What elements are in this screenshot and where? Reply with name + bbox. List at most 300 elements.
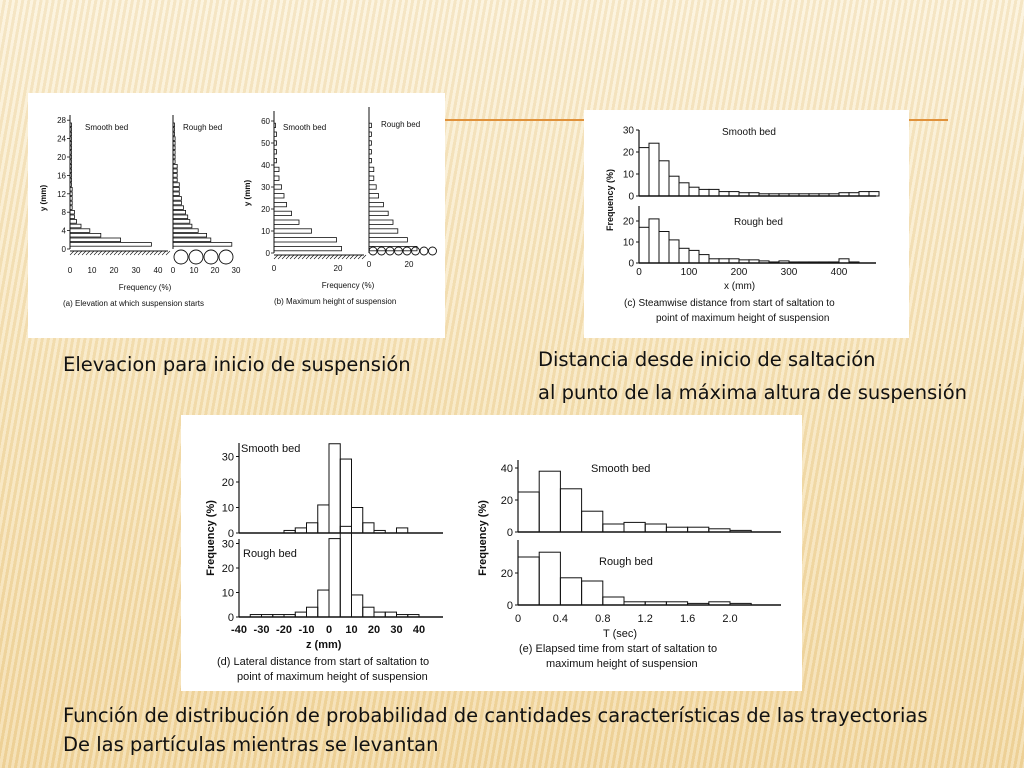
chart-d-caption-line1: (d) Lateral distance from start of saltation to	[217, 656, 430, 668]
chart-b-smooth-bar-7	[274, 185, 282, 189]
chart-a-rough-bar-6	[173, 215, 188, 219]
chart-a-smooth-hatch	[106, 251, 110, 255]
lateral-time-figure-svg	[181, 415, 802, 691]
chart-c-smooth-bar-6	[699, 189, 709, 196]
chart-a-smooth-bar-6	[70, 215, 74, 219]
chart-c-axes	[623, 126, 876, 270]
chart-a-rough-bar-3	[173, 229, 198, 233]
chart-b-rough-grain	[420, 247, 428, 255]
chart-a-rough-grain	[174, 250, 188, 264]
chart-a-rough-bar-10	[173, 197, 181, 201]
chart-d-rough-bar-9	[340, 526, 351, 617]
chart-b-rough-grain	[429, 247, 437, 255]
caption-function-line2: De las partículas mientras se levantan	[63, 733, 439, 756]
chart-c-smooth-ytick-label: 10	[622, 169, 634, 181]
chart-b-ytick-label: 30	[261, 183, 270, 192]
chart-a-smooth-bar-22	[70, 141, 72, 145]
chart-b-smooth-hatch	[298, 255, 302, 259]
chart-d-smooth-bar-12	[374, 530, 385, 533]
chart-e-smooth-bar-1	[539, 471, 560, 532]
chart-c-label-rough: Rough bed	[734, 217, 783, 228]
chart-b-rough-bar-1	[369, 238, 407, 242]
chart-d	[205, 443, 443, 683]
chart-e-smooth-ytick-label: 0	[506, 526, 513, 539]
chart-b-smooth-bar-5	[274, 202, 287, 206]
chart-d-smooth-bar-5	[295, 528, 306, 533]
chart-b-smooth-bar-1	[274, 238, 337, 242]
chart-c-smooth-ytick-label: 30	[622, 125, 634, 137]
chart-e-rough-bar-1	[539, 552, 560, 605]
chart-a-rough-bar-18	[173, 160, 175, 164]
chart-b-smooth-hatch	[362, 255, 366, 259]
chart-a-smooth-bar-7	[70, 210, 74, 214]
chart-a-smooth-bar-5	[70, 220, 77, 224]
chart-c-smooth-ytick-label: 0	[628, 191, 634, 203]
chart-c-smooth-bar-4	[679, 183, 689, 196]
chart-d-smooth-bars	[284, 444, 408, 533]
chart-e-smooth-bar-7	[666, 527, 687, 532]
chart-a-smooth-hatch	[110, 251, 114, 255]
chart-b-smooth-hatch	[302, 255, 306, 259]
chart-c-smooth-bar-18	[819, 194, 829, 196]
chart-b-smooth-hatch	[346, 255, 350, 259]
chart-a-smooth-hatch	[86, 251, 90, 255]
chart-d-rough-bar-13	[385, 612, 396, 617]
chart-e-rough-bar-9	[709, 602, 730, 605]
distance-figure-svg	[584, 110, 909, 338]
chart-a-rough-bar-25	[173, 128, 175, 132]
chart-a-smooth-hatch	[78, 251, 82, 255]
chart-a-rough-bar-19	[173, 155, 175, 159]
chart-a-smooth-bar-3	[70, 229, 90, 233]
chart-b-smooth-hatch	[326, 255, 330, 259]
chart-a-smooth-bar-26	[70, 123, 72, 127]
chart-e-rough-bar-2	[560, 578, 581, 605]
chart-b-smooth-hatch	[306, 255, 310, 259]
chart-d-smooth-bar-11	[363, 523, 374, 533]
chart-a-rough-xtick-label: 20	[210, 266, 220, 275]
chart-a-smooth-xtick-label: 20	[109, 266, 119, 275]
chart-b-rough-bar-11	[369, 150, 371, 154]
chart-a-smooth-hatch	[126, 251, 130, 255]
chart-c-smooth-bar-17	[809, 194, 819, 196]
chart-b-ytick-label: 10	[261, 227, 270, 236]
chart-e-xtick-label: 1.6	[679, 613, 696, 625]
chart-e-rough-ytick-label: 20	[500, 567, 513, 580]
chart-d-label-rough: Rough bed	[243, 548, 297, 560]
chart-c-smooth-bar-12	[759, 194, 769, 196]
chart-a-rough-xtick-label: 30	[231, 266, 241, 275]
chart-a-ylabel: y (mm)	[39, 184, 48, 212]
chart-e-xtick-label: 0.8	[595, 613, 611, 625]
chart-a-xlabel: Frequency (%)	[118, 283, 172, 292]
chart-d-rough-bar-15	[408, 615, 419, 617]
chart-a-smooth-xtick-label: 0	[67, 266, 73, 275]
caption-elevation: Elevacion para inicio de suspensión	[63, 353, 411, 376]
chart-e-smooth-bar-2	[560, 489, 581, 532]
chart-a-smooth-bar-2	[70, 233, 101, 237]
chart-d-smooth-bar-9	[340, 459, 351, 533]
chart-d-label-smooth: Smooth bed	[241, 443, 301, 455]
chart-a	[39, 115, 241, 308]
chart-a-rough-bar-2	[173, 233, 207, 237]
chart-d-rough-bar-8	[329, 539, 340, 617]
chart-a-smooth-bar-15	[70, 174, 72, 178]
chart-a-smooth-bar-1	[70, 238, 121, 242]
chart-a-smooth-xtick-label: 10	[87, 266, 97, 275]
chart-a-rough-bar-5	[173, 220, 190, 224]
chart-a-smooth-hatch	[102, 251, 106, 255]
chart-a-caption: (a) Elevation at which suspension starts	[63, 299, 204, 308]
chart-a-rough-bar-23	[173, 137, 175, 141]
chart-c-smooth-bar-13	[769, 194, 779, 196]
chart-b-smooth-bar-2	[274, 229, 312, 233]
chart-d-xlabel: z (mm)	[306, 639, 342, 651]
chart-d-smooth-bar-14	[397, 528, 408, 533]
chart-e-smooth-bars	[518, 471, 751, 532]
chart-a-smooth-bar-23	[70, 137, 72, 141]
chart-d-smooth-ytick-label: 10	[221, 502, 234, 515]
chart-a-smooth-hatch	[150, 251, 154, 255]
chart-b-smooth-bar-12	[274, 141, 277, 145]
chart-d-rough-bar-4	[284, 615, 295, 617]
chart-a-ytick-label: 8	[61, 208, 66, 218]
chart-c-rough-bar-2	[659, 232, 669, 264]
chart-c-caption-line1: (c) Steamwise distance from start of saltation to	[624, 298, 835, 309]
chart-d-smooth-ytick-label: 20	[221, 476, 234, 489]
chart-b-ytick-label: 60	[261, 117, 270, 126]
chart-e-xtick-label: 0	[514, 613, 522, 625]
chart-e-axes	[501, 460, 781, 612]
chart-d-smooth-bar-7	[318, 505, 329, 533]
chart-e-label-smooth: Smooth bed	[591, 463, 651, 475]
chart-a-smooth-xtick-label: 30	[131, 266, 141, 275]
chart-e-smooth-bar-10	[730, 530, 751, 532]
chart-a-rough-xtick-label: 10	[189, 266, 199, 275]
chart-a-smooth-bar-20	[70, 151, 72, 155]
chart-c-smooth-bars	[639, 143, 879, 196]
chart-a-smooth-bar-17	[70, 164, 72, 168]
chart-a-rough-bar-14	[173, 178, 177, 182]
chart-a-ytick-label: 4	[61, 226, 66, 236]
chart-a-rough-grain	[219, 250, 233, 264]
chart-a-rough-bar-17	[173, 164, 177, 168]
chart-a-ytick-label: 24	[57, 134, 66, 144]
figure-panel-elevation	[28, 93, 445, 338]
chart-b-smooth-hatch	[334, 255, 338, 259]
chart-a-smooth-bar-11	[70, 192, 72, 196]
chart-c-rough-bar-5	[689, 250, 699, 263]
caption-distance-line2: al punto de la máxima altura de suspensión	[538, 381, 968, 404]
chart-a-smooth-bar-21	[70, 146, 72, 150]
chart-d-rough-bars	[250, 526, 419, 617]
chart-a-smooth-bars	[70, 123, 151, 246]
chart-a-rough-bar-7	[173, 210, 186, 214]
chart-e-xtick-label: 0.4	[552, 613, 569, 625]
chart-e-xtick-label: 1.2	[637, 613, 653, 625]
elevation-figure-svg	[28, 93, 445, 338]
chart-e-rough-ytick-label: 0	[506, 599, 513, 612]
chart-e-smooth-bar-8	[688, 527, 709, 532]
chart-d-xtick-label: 30	[390, 624, 403, 636]
chart-c-xtick-label: 200	[730, 267, 748, 278]
chart-c-smooth-bar-2	[659, 161, 669, 196]
chart-a-ytick-label: 0	[61, 245, 66, 254]
chart-e-caption-line2: maximum height of suspension	[546, 658, 698, 670]
chart-a-smooth-bar-14	[70, 178, 72, 182]
chart-d-smooth-bar-6	[307, 523, 318, 533]
chart-b-rough-bar-14	[369, 123, 371, 127]
chart-e-rough-bar-8	[688, 603, 709, 605]
chart-a-rough-bar-12	[173, 187, 179, 191]
caption-distance-line1: Distancia desde inicio de saltación	[538, 348, 876, 371]
chart-b-smooth-hatch	[286, 255, 290, 259]
chart-b-smooth-xtick-label: 20	[333, 264, 343, 273]
chart-b-label-rough: Rough bed	[381, 120, 421, 129]
chart-d-rough-ytick-label: 30	[221, 538, 234, 551]
accent-line-left	[445, 119, 587, 121]
chart-a-rough-bar-11	[173, 192, 179, 196]
chart-b-smooth-hatch	[330, 255, 334, 259]
chart-a-rough-bar-15	[173, 174, 177, 178]
chart-b-smooth-bar-13	[274, 132, 277, 136]
chart-c-rough-bar-1	[649, 219, 659, 263]
chart-c-rough-bar-3	[669, 240, 679, 263]
chart-c-rough-ytick-label: 10	[622, 237, 634, 249]
chart-b-smooth-hatch	[322, 255, 326, 259]
chart-c-xtick-label: 0	[636, 267, 642, 278]
chart-d-rough-ytick-label: 10	[221, 587, 234, 600]
chart-b-smooth-bar-8	[274, 176, 279, 180]
chart-e-smooth-bar-3	[582, 511, 603, 532]
chart-a-rough-bar-26	[173, 123, 175, 127]
chart-d-caption-line2: point of maximum height of suspension	[237, 671, 428, 683]
chart-b-smooth-hatch	[274, 255, 278, 259]
chart-a-smooth-hatch	[74, 251, 78, 255]
chart-a-rough-bar-4	[173, 224, 192, 228]
chart-a-rough-bar-8	[173, 206, 184, 210]
chart-c-xtick-label: 100	[680, 267, 698, 278]
chart-e-rough-bar-5	[624, 602, 645, 605]
chart-b-smooth-bar-11	[274, 150, 277, 154]
chart-d-xtick-label: -30	[253, 624, 270, 636]
chart-c-smooth-bar-3	[669, 176, 679, 196]
chart-a-smooth-hatch	[154, 251, 158, 255]
chart-b-smooth-hatch	[318, 255, 322, 259]
chart-b-smooth-bar-10	[274, 158, 277, 162]
chart-b-rough-xtick-label: 20	[404, 260, 414, 269]
chart-b-rough-bar-6	[369, 194, 379, 198]
chart-a-rough-xtick-label: 0	[170, 266, 176, 275]
chart-d-xtick-label: -10	[298, 624, 315, 636]
chart-d-rough-bar-5	[295, 612, 306, 617]
chart-d-rough-bar-1	[250, 615, 261, 617]
chart-a-ytick-label: 12	[57, 189, 66, 199]
chart-e-rough-bar-3	[582, 581, 603, 605]
chart-e-smooth-ytick-label: 20	[500, 494, 513, 507]
chart-c-rough-bar-6	[699, 255, 709, 263]
chart-d-xtick-label: 0	[325, 624, 333, 636]
chart-a-rough-bar-22	[173, 141, 175, 145]
chart-c-smooth-bar-20	[839, 193, 849, 196]
chart-d-xtick-label: 40	[412, 624, 426, 636]
chart-b-smooth-bar-9	[274, 167, 279, 171]
chart-b-rough-bar-5	[369, 202, 383, 206]
chart-c-xtick-label: 400	[830, 267, 848, 278]
chart-a-smooth-hatch	[162, 251, 166, 255]
chart-d-smooth-bar-10	[352, 508, 363, 534]
chart-a-smooth-bar-25	[70, 128, 72, 132]
chart-a-ytick-label: 16	[57, 171, 66, 181]
chart-a-smooth-hatch	[138, 251, 142, 255]
chart-a-smooth-hatch	[90, 251, 94, 255]
chart-b-smooth-hatch	[310, 255, 314, 259]
chart-a-smooth-bar-16	[70, 169, 72, 173]
chart-c-smooth-bar-10	[739, 193, 749, 196]
chart-d-rough-bar-3	[273, 615, 284, 617]
chart-e-xlabel: T (sec)	[603, 628, 638, 640]
chart-a-x-ticks	[68, 266, 241, 275]
chart-d-xtick-label: -40	[231, 624, 247, 636]
chart-b-rough-bar-8	[369, 176, 374, 180]
chart-e-smooth-bar-5	[624, 522, 645, 532]
chart-a-smooth-hatch	[146, 251, 150, 255]
chart-b	[243, 107, 437, 306]
chart-b-rough-bar-7	[369, 185, 376, 189]
chart-a-smooth-bar-10	[70, 197, 72, 201]
chart-a-rough-bar-24	[173, 132, 175, 136]
chart-e-ylabel: Frequency (%)	[477, 500, 489, 576]
chart-b-smooth-hatch	[350, 255, 354, 259]
chart-b-rough-bar-13	[369, 132, 371, 136]
chart-d-rough-ytick-label: 20	[221, 562, 234, 575]
chart-c-rough-bar-4	[679, 248, 689, 263]
chart-b-rough-bar-3	[369, 220, 393, 224]
chart-c-label-smooth: Smooth bed	[722, 127, 776, 138]
chart-a-smooth-xtick-label: 40	[153, 266, 163, 275]
chart-b-smooth-hatch	[314, 255, 318, 259]
chart-a-rough-bar-20	[173, 151, 175, 155]
chart-c-rough-ytick-label: 20	[622, 216, 634, 228]
chart-e-xtick-label: 2.0	[722, 613, 738, 625]
chart-b-ytick-label: 50	[261, 139, 270, 148]
chart-a-smooth-bar-12	[70, 187, 72, 191]
chart-a-smooth-bar-24	[70, 132, 72, 136]
chart-b-ytick-label: 20	[261, 205, 270, 214]
chart-a-smooth-hatch	[134, 251, 138, 255]
chart-c-smooth-bar-19	[829, 194, 839, 196]
chart-d-rough-bar-7	[318, 590, 329, 617]
chart-a-rough-bar-21	[173, 146, 175, 150]
chart-d-ylabel: Frequency (%)	[205, 500, 217, 576]
chart-c-smooth-ytick-label: 20	[622, 147, 634, 159]
chart-d-rough-bar-10	[352, 595, 363, 617]
chart-c-rough-bar-14	[779, 261, 789, 263]
chart-c-smooth-bar-16	[799, 194, 809, 196]
chart-a-smooth-bar-9	[70, 201, 72, 205]
chart-d-xtick-label: 10	[345, 624, 358, 636]
chart-c-smooth-bar-1	[649, 143, 659, 196]
chart-b-rough-bar-9	[369, 167, 374, 171]
chart-a-smooth-hatch	[82, 251, 86, 255]
chart-a-label-smooth: Smooth bed	[85, 123, 129, 132]
chart-a-smooth-hatch	[70, 251, 74, 255]
chart-d-smooth-bar-4	[284, 530, 295, 533]
chart-e-caption-line1: (e) Elapsed time from start of saltation to	[519, 643, 718, 655]
chart-d-xtick-label: 20	[367, 624, 381, 636]
chart-c-x-ticks	[636, 267, 848, 278]
chart-d-x-ticks	[231, 624, 425, 636]
chart-a-smooth-hatch	[94, 251, 98, 255]
chart-a-smooth-bar-13	[70, 183, 72, 187]
chart-b-ylabel: y (mm)	[243, 179, 252, 207]
chart-c-smooth-bar-15	[789, 194, 799, 196]
chart-e-smooth-ytick-label: 40	[500, 462, 513, 475]
chart-d-rough-bar-14	[397, 615, 408, 617]
chart-a-smooth-hatch	[166, 251, 170, 255]
chart-a-rough-bar-0	[173, 243, 232, 247]
chart-b-rough-xtick-label: 0	[366, 260, 372, 269]
chart-b-rough-bars	[369, 123, 437, 255]
chart-a-smooth-hatch	[130, 251, 134, 255]
chart-b-smooth-bar-0	[274, 246, 342, 250]
chart-c-rough-bar-0	[639, 227, 649, 263]
chart-e-rough-bar-6	[645, 602, 666, 605]
chart-c-rough-bar-11	[749, 260, 759, 263]
chart-b-rough-bar-2	[369, 229, 398, 233]
chart-c-smooth-bar-0	[639, 148, 649, 196]
chart-e-smooth-bar-9	[709, 529, 730, 532]
chart-b-smooth-hatch	[338, 255, 342, 259]
chart-b-smooth-bar-6	[274, 194, 284, 198]
chart-a-label-rough: Rough bed	[183, 123, 223, 132]
chart-c-smooth-bar-14	[779, 194, 789, 196]
chart-e-smooth-bar-0	[518, 492, 539, 532]
chart-b-x-ticks	[272, 260, 414, 273]
chart-b-smooth-hatch	[342, 255, 346, 259]
chart-a-smooth-hatch	[158, 251, 162, 255]
caption-function-line1: Función de distribución de probabilidad de cantidades características de las trayectorias	[63, 704, 928, 727]
figure-panel-lateral-time	[181, 415, 802, 691]
chart-b-xlabel: Frequency (%)	[321, 281, 375, 290]
chart-e-rough-bar-7	[666, 602, 687, 605]
chart-d-rough-bar-11	[363, 607, 374, 617]
chart-a-rough-grain	[204, 250, 218, 264]
chart-e-rough-bar-4	[603, 597, 624, 605]
chart-b-rough-bar-10	[369, 158, 371, 162]
chart-b-ytick-label: 40	[261, 161, 270, 170]
chart-a-smooth-bar-18	[70, 160, 72, 164]
chart-a-smooth-bar-4	[70, 224, 81, 228]
chart-b-smooth-hatch	[278, 255, 282, 259]
chart-c-smooth-bar-21	[849, 193, 859, 196]
chart-e-smooth-bar-6	[645, 524, 666, 532]
chart-e-rough-bar-0	[518, 557, 539, 605]
chart-d-smooth-bar-8	[329, 444, 340, 533]
chart-b-caption: (b) Maximum height of suspension	[274, 297, 397, 306]
chart-e-smooth-bar-4	[603, 524, 624, 532]
chart-d-rough-bar-12	[374, 612, 385, 617]
chart-e-rough-bar-10	[730, 603, 751, 605]
chart-b-rough-bar-12	[369, 141, 371, 145]
chart-b-smooth-bars	[274, 123, 342, 251]
chart-d-smooth-ytick-label: 30	[221, 451, 234, 464]
chart-c-xtick-label: 300	[780, 267, 798, 278]
chart-a-smooth-hatch	[118, 251, 122, 255]
chart-c-smooth-bar-11	[749, 193, 759, 196]
chart-e	[477, 460, 781, 670]
chart-e-label-rough: Rough bed	[599, 556, 653, 568]
